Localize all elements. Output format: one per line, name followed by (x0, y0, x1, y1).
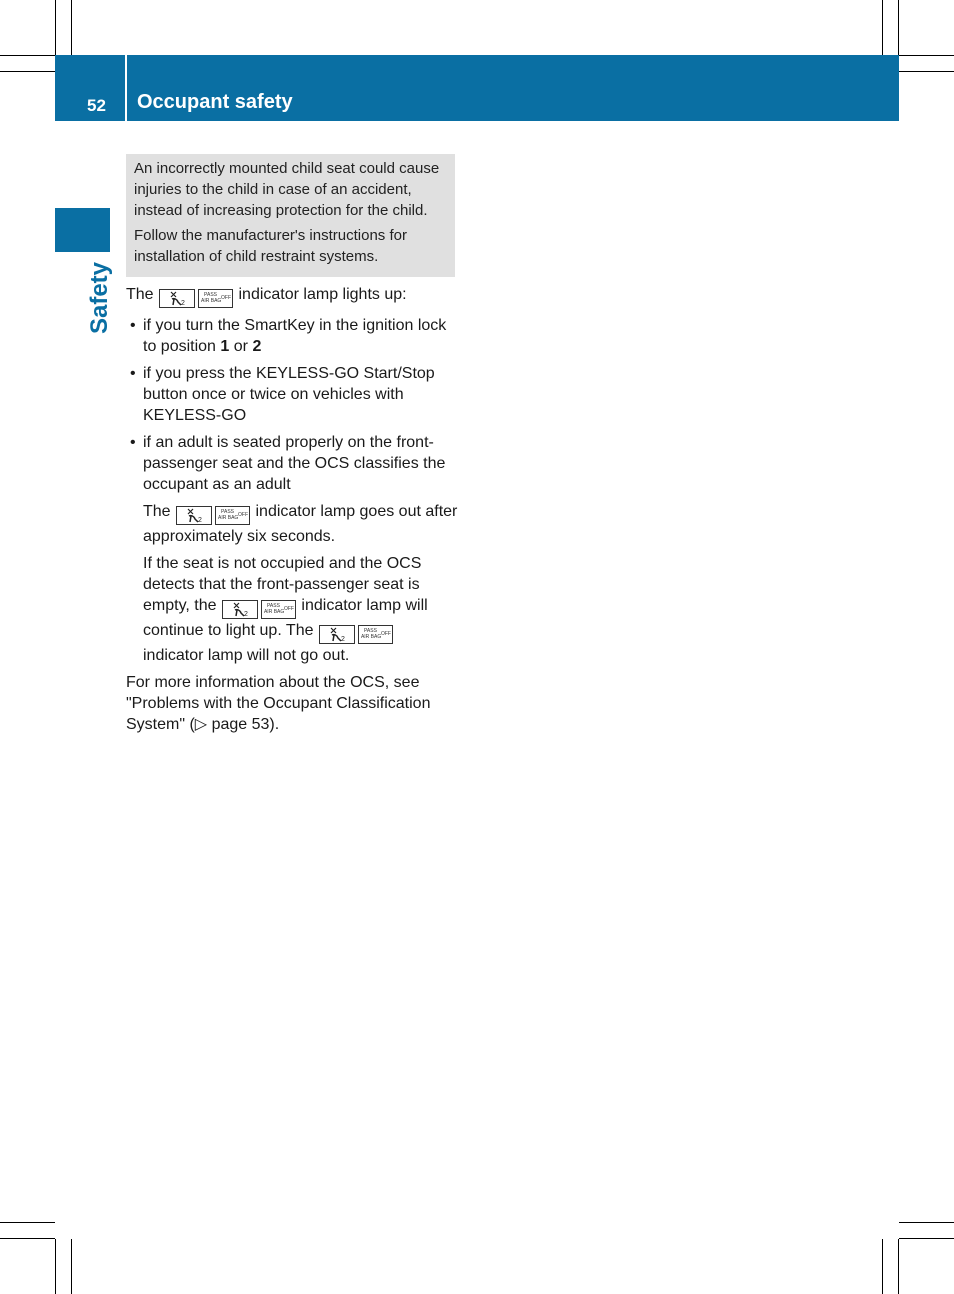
warning-box (126, 154, 455, 277)
side-tab-label: Safety (86, 261, 113, 335)
crop-mark (899, 1222, 954, 1223)
pass-airbag-off-icon (319, 624, 393, 645)
intro-paragraph: The 2 PASS AIR BAG OFF indicator lamp lights up: (126, 286, 407, 308)
pass-airbag-off-icon (176, 505, 250, 526)
sub-paragraph: If the seat is not occupied and the OCS detects that the front-passenger seat is empty, the 2 PASS AIR BAG OFF indicator lamp will continue to light up. The 2 PASS AIR BAG OFF indicator lamp will not go out. (143, 555, 428, 664)
child-seat-icon (319, 625, 355, 644)
side-tab-marker (55, 208, 110, 252)
crop-mark (899, 71, 954, 72)
child-seat-icon (222, 600, 258, 619)
child-seat-icon (159, 289, 195, 308)
crop-mark (55, 1239, 56, 1294)
page-title: Occupant safety (137, 91, 293, 113)
pass-airbag-off-icon (159, 288, 233, 309)
svg-text:2: 2 (243, 611, 248, 619)
page-reference-arrow-icon: ▷ (194, 716, 208, 733)
airbag-off-label: PASS AIR BAG OFF (358, 625, 393, 644)
list-item: • if you turn the SmartKey in the ignition lock to position 1 or 2 (130, 317, 447, 355)
crop-mark (71, 1239, 72, 1294)
crop-mark (0, 1238, 55, 1239)
list-item: • if you press the KEYLESS-GO Start/Stop button once or twice on vehicles with KEYLESS-GO (130, 365, 435, 424)
crop-mark (898, 1239, 899, 1294)
child-seat-icon (176, 506, 212, 525)
main-content (126, 284, 458, 741)
airbag-off-label: PASS AIR BAG OFF (198, 289, 233, 308)
svg-text:2: 2 (181, 300, 185, 308)
sub-paragraph: The 2 PASS AIR BAG OFF indicator lamp goes out after approximately six seconds. (143, 503, 458, 545)
crop-mark (0, 1222, 55, 1223)
crop-mark (898, 0, 899, 55)
crop-mark (882, 0, 883, 55)
crop-mark (55, 0, 56, 55)
page-number: 52 (87, 96, 106, 115)
crop-mark (882, 1239, 883, 1294)
svg-text:2: 2 (198, 517, 202, 525)
list-item: • if an adult is seated properly on the front-passenger seat and the OCS classifies the occupant as an adult (130, 434, 446, 493)
header-separator (125, 55, 127, 121)
pass-airbag-off-icon (222, 599, 296, 620)
crop-mark (71, 0, 72, 55)
more-info-paragraph: For more information about the OCS, see "Problems with the Occupant Classification System" (▷ page 53). (126, 674, 431, 733)
svg-text:2: 2 (340, 636, 345, 644)
crop-mark (0, 71, 55, 72)
warning-text: An incorrectly mounted child seat could cause injuries to the child in case of an accident, instead of increasing protection for the child. (134, 160, 440, 219)
airbag-off-label: PASS AIR BAG OFF (261, 600, 296, 619)
page-reference-link[interactable]: page 53). (211, 716, 280, 733)
warning-text: Follow the manufacturer's instructions for installation of child restraint systems. (134, 227, 407, 265)
crop-mark (899, 55, 954, 56)
crop-mark (0, 55, 55, 56)
crop-mark (899, 1238, 954, 1239)
airbag-off-label: PASS AIR BAG OFF (215, 506, 250, 525)
